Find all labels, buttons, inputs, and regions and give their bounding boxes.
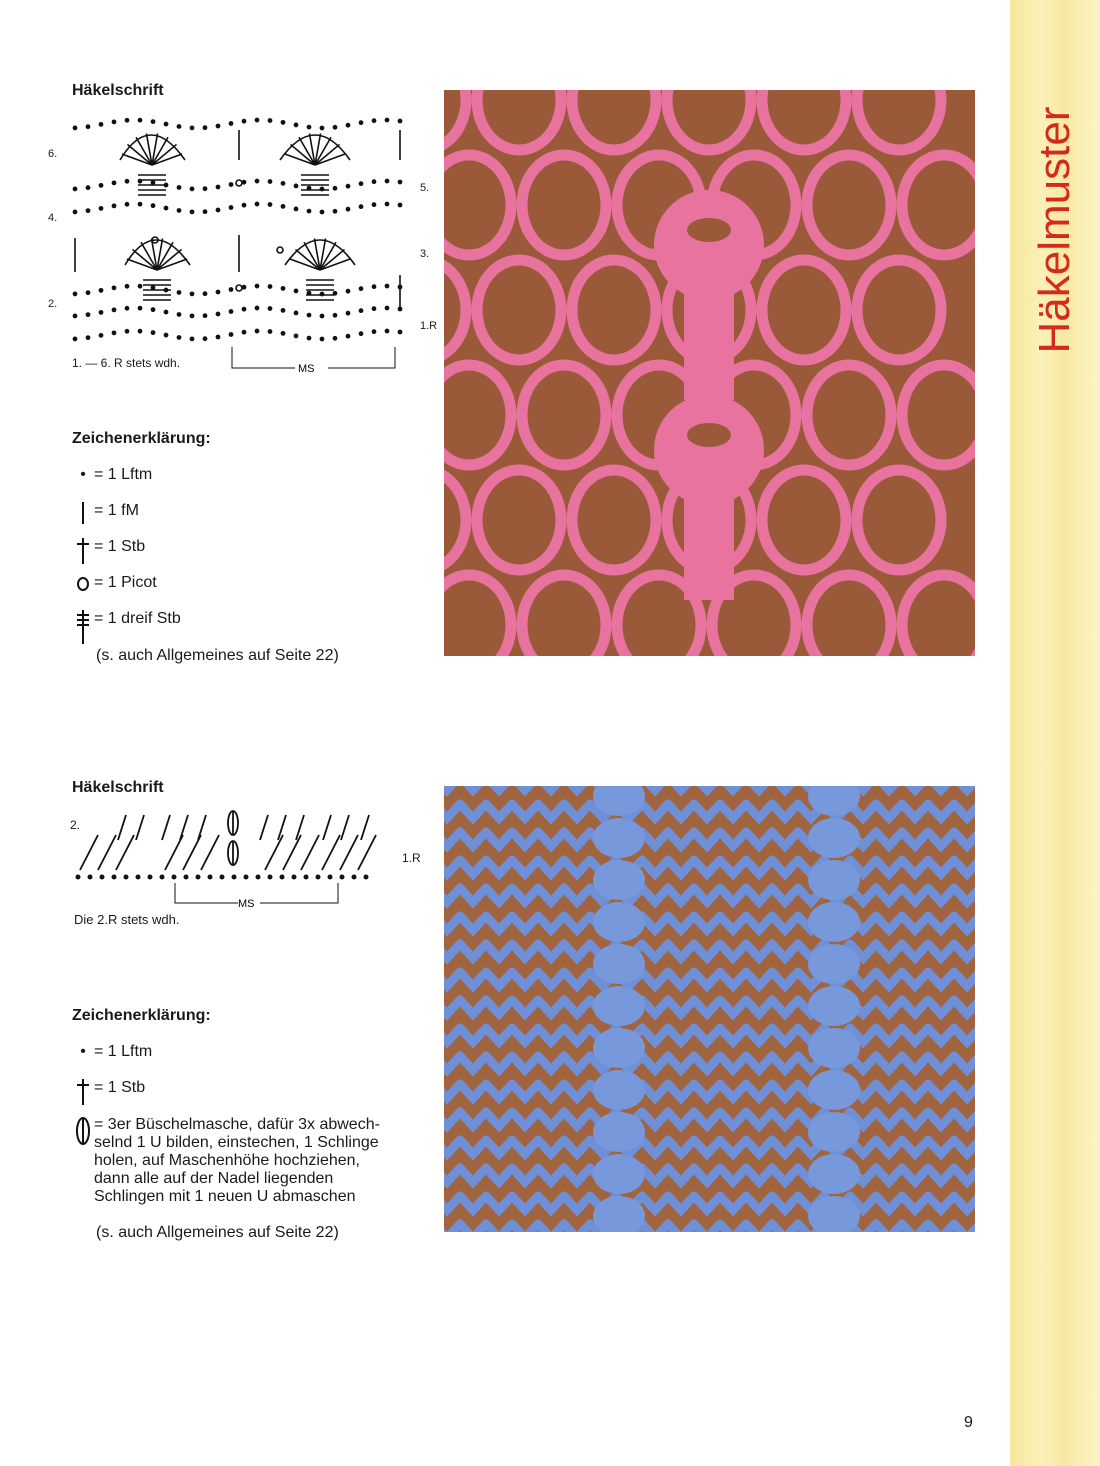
dot-icon: • <box>80 1043 86 1060</box>
pink-lace-photo <box>444 90 975 656</box>
row-label-1r-b: 1.R <box>402 851 421 865</box>
row-label-2b: 2. <box>70 818 81 832</box>
dot-icon: • <box>80 466 86 483</box>
legend-item-triple-crochet: = 1 dreif Stb <box>72 610 181 649</box>
legend-heading-1: Zeichenerklärung: <box>72 430 211 447</box>
blue-lace-photo <box>444 786 975 1232</box>
legend-item-chain: • = 1 Lftm <box>72 466 152 484</box>
legend-item-cluster: = 3er Büschelmasche, dafür 3x abwech- selnd 1 U bilden, einstechen, 1 Schlinge holen, auf Maschenhöhe hochziehen, dann alle auf der Nadel liegenden Schlingen mit 1 neuen U abmaschen <box>72 1116 380 1206</box>
row-label-1r: 1.R <box>420 320 438 332</box>
double-crochet-icon <box>72 538 94 569</box>
repeat-note-1: 1. — 6. R stets wdh. <box>72 356 181 370</box>
legend-item-picot: = 1 Picot <box>72 574 157 597</box>
cluster-stitch-icon <box>72 1116 94 1151</box>
legend-item-double-crochet-2: = 1 Stb <box>72 1079 145 1110</box>
reference-note-2: (s. auch Allgemeines auf Seite 22) <box>96 1224 339 1241</box>
chart-heading-2: Häkelschrift <box>72 779 164 796</box>
row-label-4: 4. <box>48 212 58 224</box>
row-label-6: 6. <box>48 148 58 160</box>
repeat-label-2: MS <box>238 898 255 910</box>
crochet-chart-2 <box>70 805 420 915</box>
page-number: 9 <box>964 1414 973 1431</box>
row-label-2: 2. <box>48 298 58 310</box>
legend-item-double-crochet: = 1 Stb <box>72 538 145 569</box>
row-label-5: 5. <box>420 182 430 194</box>
double-crochet-icon <box>72 1079 94 1110</box>
picot-icon <box>72 574 94 597</box>
reference-note-1: (s. auch Allgemeines auf Seite 22) <box>96 647 339 664</box>
single-crochet-icon <box>72 502 94 529</box>
chart-heading-1: Häkelschrift <box>72 82 164 99</box>
crochet-chart-1 <box>40 110 440 380</box>
repeat-label-1: MS <box>298 363 315 375</box>
row-label-3: 3. <box>420 248 430 260</box>
repeat-note-2: Die 2.R stets wdh. <box>74 912 180 927</box>
triple-crochet-icon <box>72 610 94 649</box>
legend-heading-2: Zeichenerklärung: <box>72 1007 211 1024</box>
side-title: Häkelmuster <box>1030 106 1079 354</box>
legend-item-chain-2: • = 1 Lftm <box>72 1043 152 1061</box>
legend-item-single-crochet: = 1 fM <box>72 502 139 529</box>
